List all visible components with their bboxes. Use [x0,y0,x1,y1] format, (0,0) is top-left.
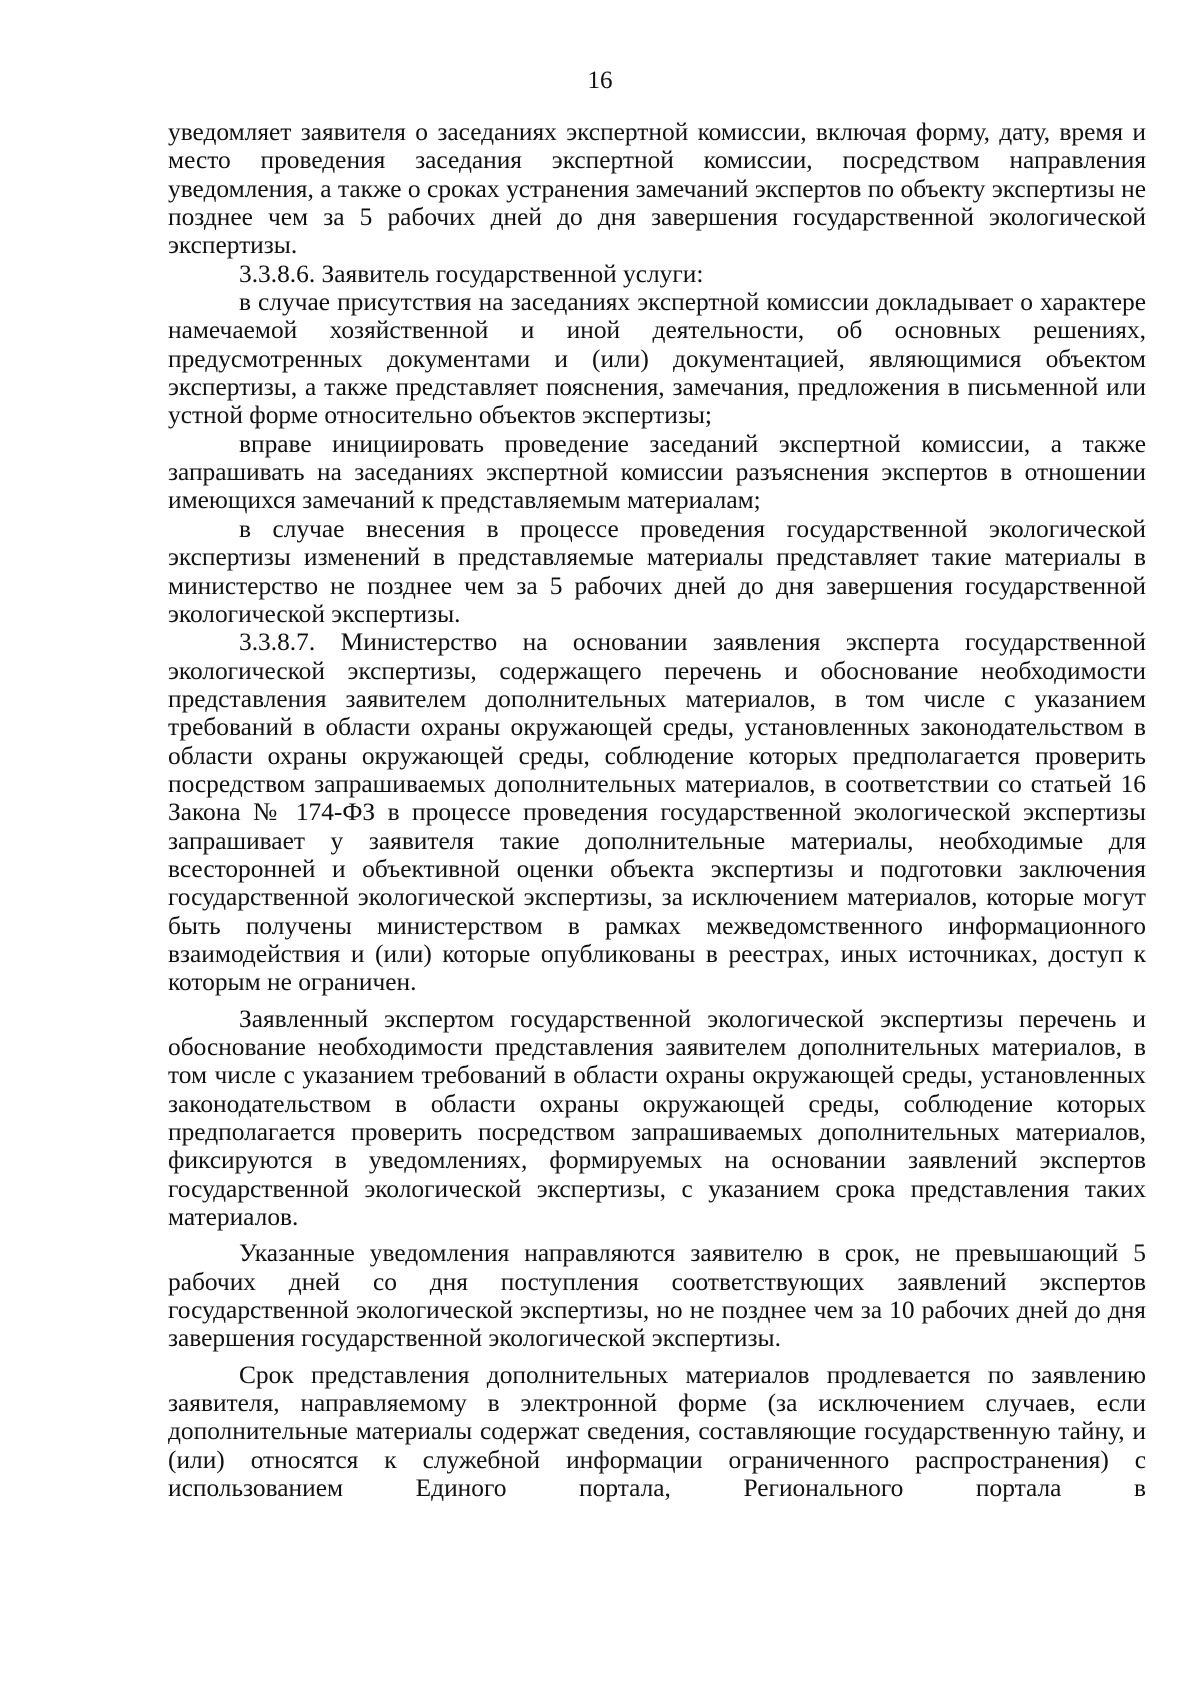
page-number: 16 [587,67,613,94]
paragraph-applicant-reports: в случае присутствия на заседаниях экспертной комиссии докладывает о характере намечаемой хозяйственной и иной деятельности, об основных решениях, предусмотренных документами и (или) документацией, являющимися объектом экспертизы, а также представляет пояснения, замечания, предложения в письменной или устной форме относительно объектов экспертизы; [168,288,1146,430]
document-body [168,118,1146,1503]
paragraph-notification: уведомляет заявителя о заседаниях экспертной комиссии, включая форму, дату, время и место проведения заседания экспертной комиссии, посредством направления уведомления, а также о сроках устранения замечаний экспертов по объекту экспертизы не позднее чем за 5 рабочих дней до дня завершения государственной экологической экспертизы. [168,118,1146,260]
paragraph-notifications-sent: Указанные уведомления направляются заявителю в срок, не превышающий 5 рабочих дней со дня поступления соответствующих заявлений экспертов государственной экологической экспертизы, но не позднее чем за 10 рабочих дней до дня завершения государственной экологической экспертизы. [168,1239,1146,1353]
paragraph-extension: Срок представления дополнительных материалов продлевается по заявлению заявителя, направляемому в электронной форме (за исключением случаев, если дополнительные материалы содержат сведения, составляющие государственную тайну, и (или) относятся к служебной информации ограниченного распространения) с использованием Единого портала, Регионального портала в [168,1360,1146,1503]
paragraph-3-3-8-6-heading: 3.3.8.6. Заявитель государственной услуги: [239,259,704,288]
paragraph-applicant-changes: в случае внесения в процессе проведения государственной экологической экспертизы изменений в представляемые материалы представляет такие материалы в министерство не позднее чем за 5 рабочих дней до дня завершения государственной экологической экспертизы. [168,514,1146,628]
paragraph-applicant-initiate: вправе инициировать проведение заседаний экспертной комиссии, а также запрашивать на заседаниях экспертной комиссии разъяснения экспертов в отношении имеющихся замечаний к представляемым материалам; [168,429,1146,515]
paragraph-declared-list: Заявленный экспертом государственной экологической экспертизы перечень и обоснование необходимости представления заявителем дополнительных материалов, в том числе с указанием требований в области охраны окружающей среды, установленных законодательством в области охраны окружающей среды, соблюдение которых предполагается проверить посредством запрашиваемых дополнительных материалов, фиксируются в уведомлениях, формируемых на основании заявлений экспертов государственной экологической экспертизы, с указанием срока представления таких материалов. [168,1004,1146,1232]
paragraph-3-3-8-7: 3.3.8.7. Министерство на основании заявления эксперта государственной экологической экспертизы, содержащего перечень и обоснование необходимости представления заявителем дополнительных материалов, в том числе с указанием требований в области охраны окружающей среды, установленных законодательством в области охраны окружающей среды, соблюдение которых предполагается проверить посредством запрашиваемых дополнительных материалов, в соответствии со статьей 16 Закона № 174-ФЗ в процессе проведения государственной экологической экспертизы запрашивает у заявителя такие дополнительные материалы, необходимые для всесторонней и объективной оценки объекта экспертизы и подготовки заключения государственной экологической экспертизы, за исключением материалов, которые могут быть получены министерством в рамках межведомственного информационного взаимодействия и (или) которые опубликованы в реестрах, иных источниках, доступ к которым не ограничен. [168,628,1146,997]
